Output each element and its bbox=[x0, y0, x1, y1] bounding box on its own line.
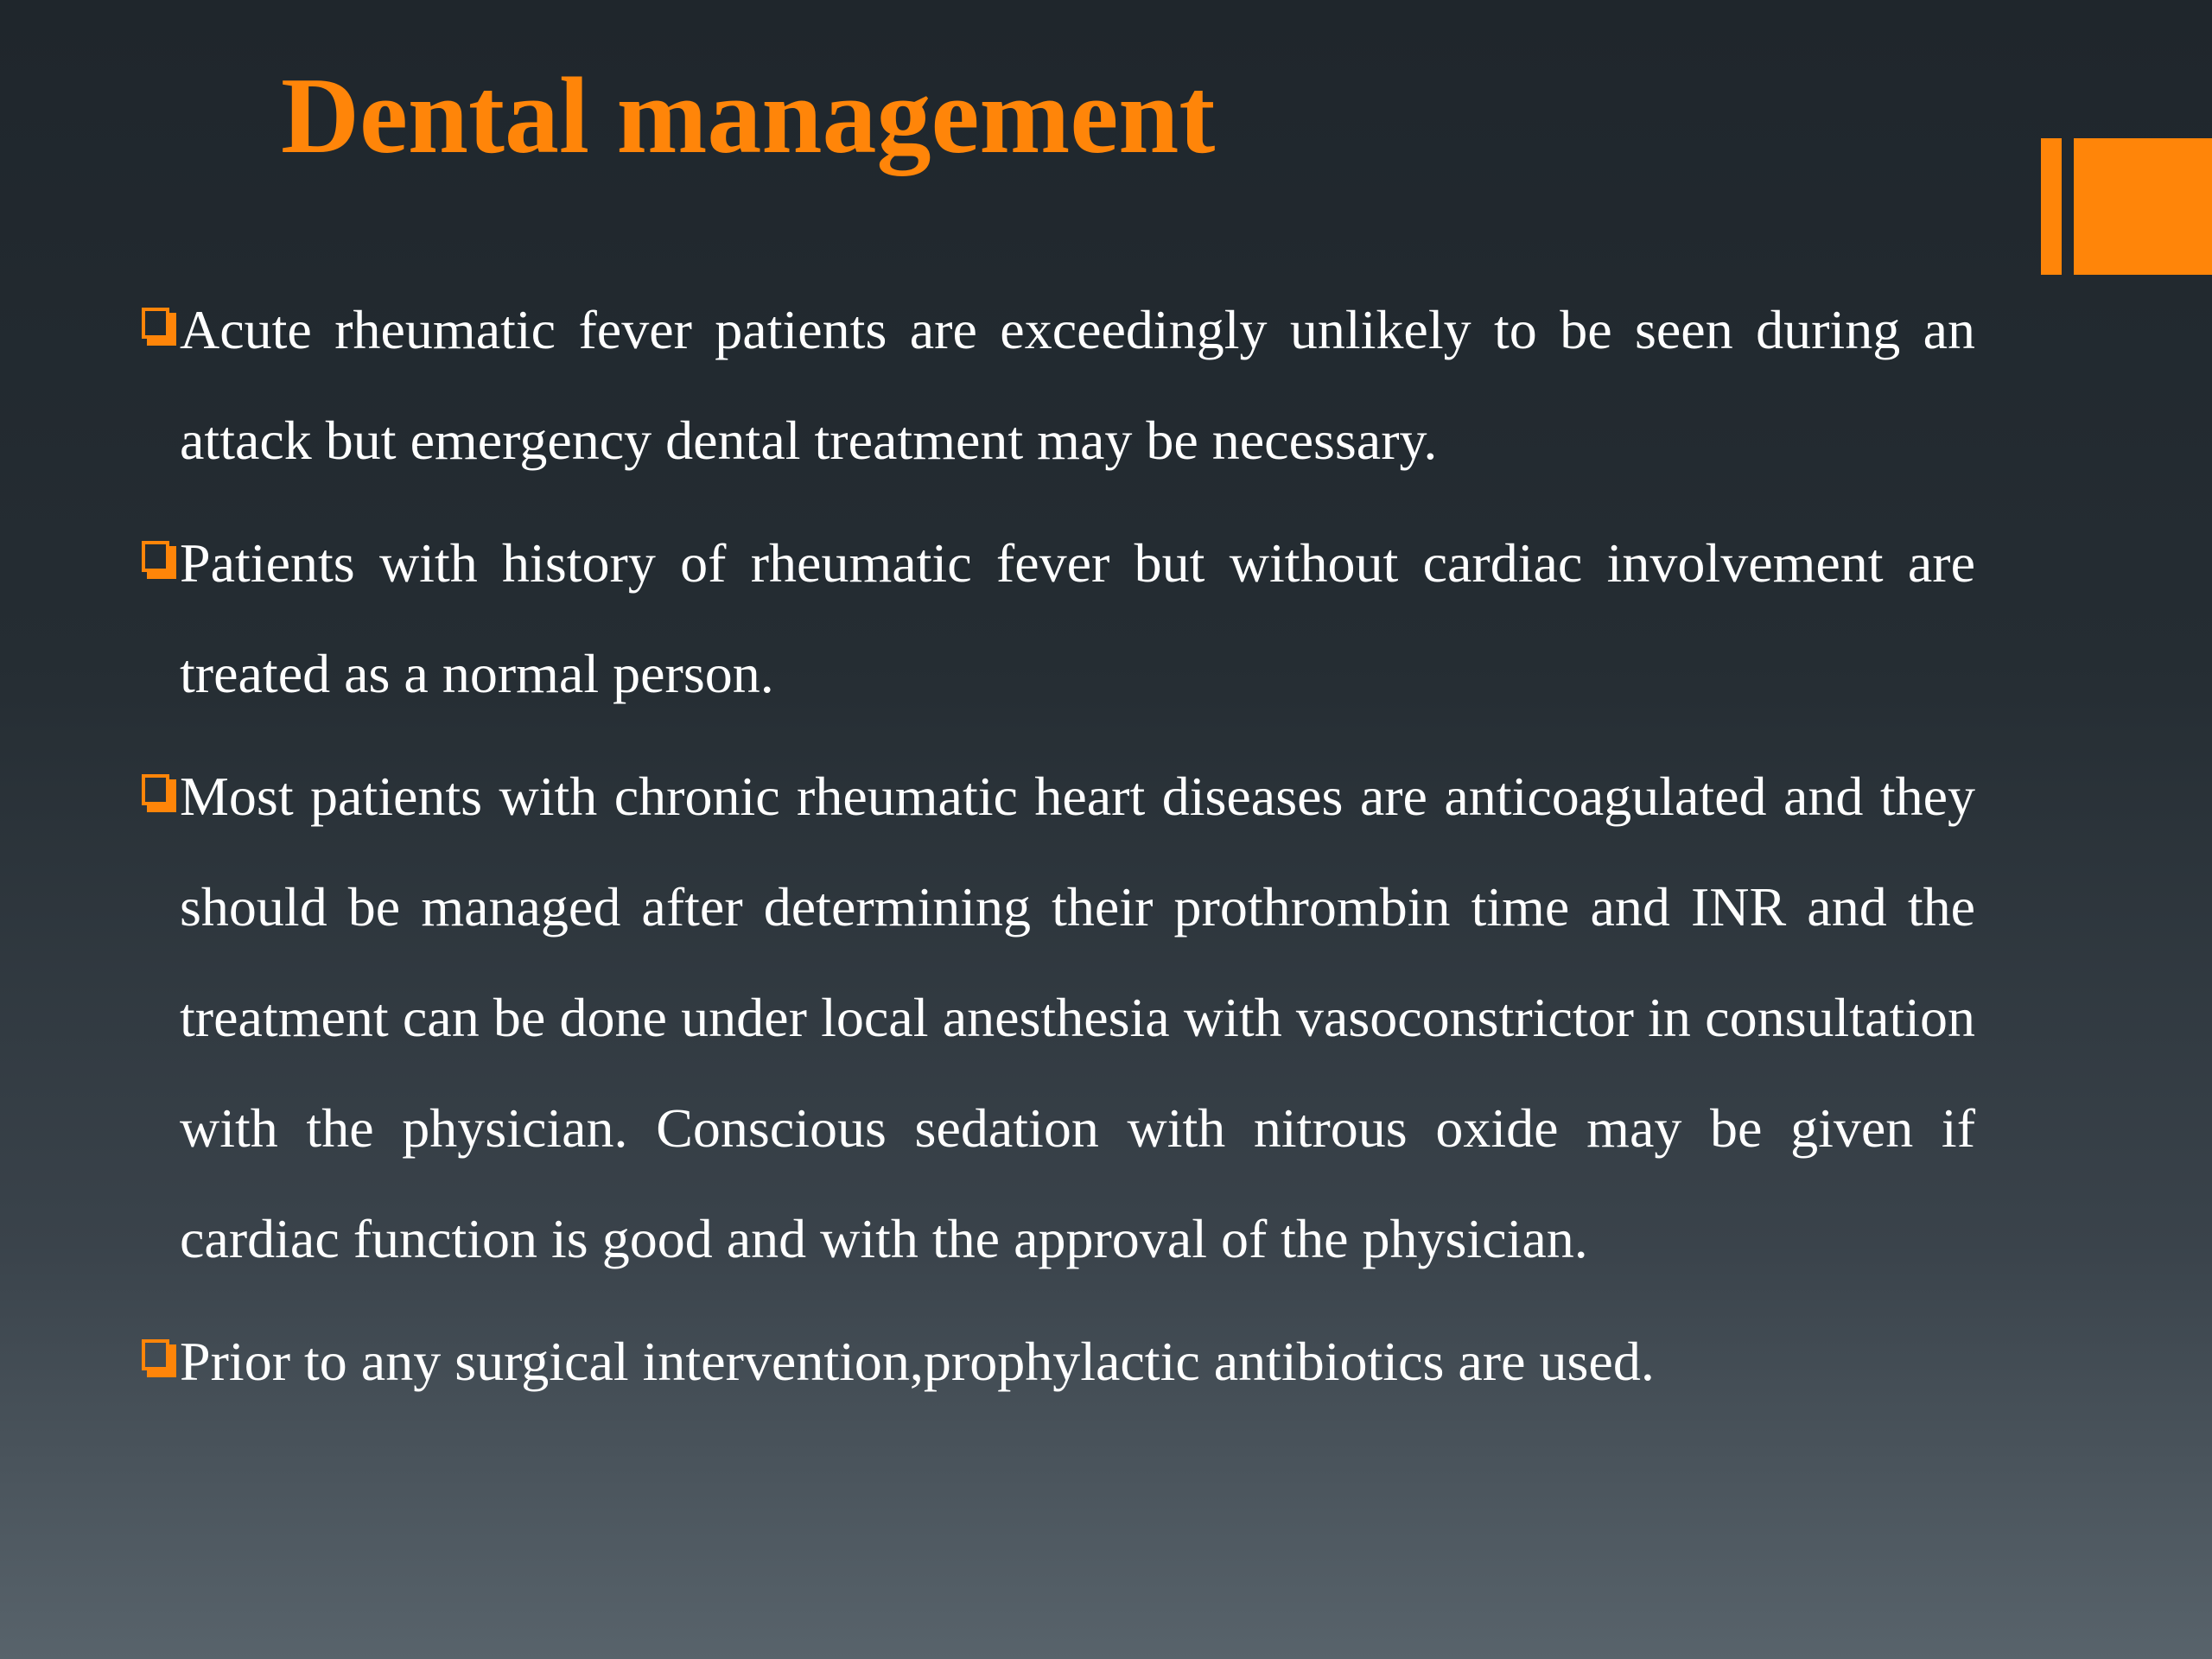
square-bullet-icon bbox=[142, 308, 180, 351]
bullet-item bbox=[138, 275, 1975, 496]
slide-title: Dental management bbox=[281, 56, 1216, 176]
square-bullet-icon bbox=[142, 541, 180, 584]
bullet-list bbox=[138, 275, 1975, 1429]
bullet-text: Patients with history of rheumatic fever but without cardiac involvement are treated as a normal person. bbox=[180, 532, 1975, 704]
bullet-text: Prior to any surgical intervention,prophylactic antibiotics are used. bbox=[180, 1331, 1655, 1392]
bullet-text: Most patients with chronic rheumatic heart diseases are anticoagulated and they should be managed after determining their prothrombin time and INR and the treatment can be done under local anesthesia with vasoconstrictor in consultation with the physician. Conscious sedation with nitrous oxide may be given if cardiac function is good and with the approval of the physician. bbox=[180, 766, 1975, 1269]
square-bullet-icon bbox=[142, 774, 180, 817]
bullet-item bbox=[138, 508, 1975, 729]
square-bullet-icon bbox=[142, 1339, 180, 1382]
accent-bar-thin bbox=[2041, 138, 2062, 275]
accent-bar-block bbox=[2074, 138, 2212, 275]
bullet-item bbox=[138, 1306, 1975, 1417]
bullet-text: Acute rheumatic fever patients are exceedingly unlikely to be seen during an attack but emergency dental treatment may be necessary. bbox=[180, 299, 1975, 471]
bullet-item bbox=[138, 741, 1975, 1294]
